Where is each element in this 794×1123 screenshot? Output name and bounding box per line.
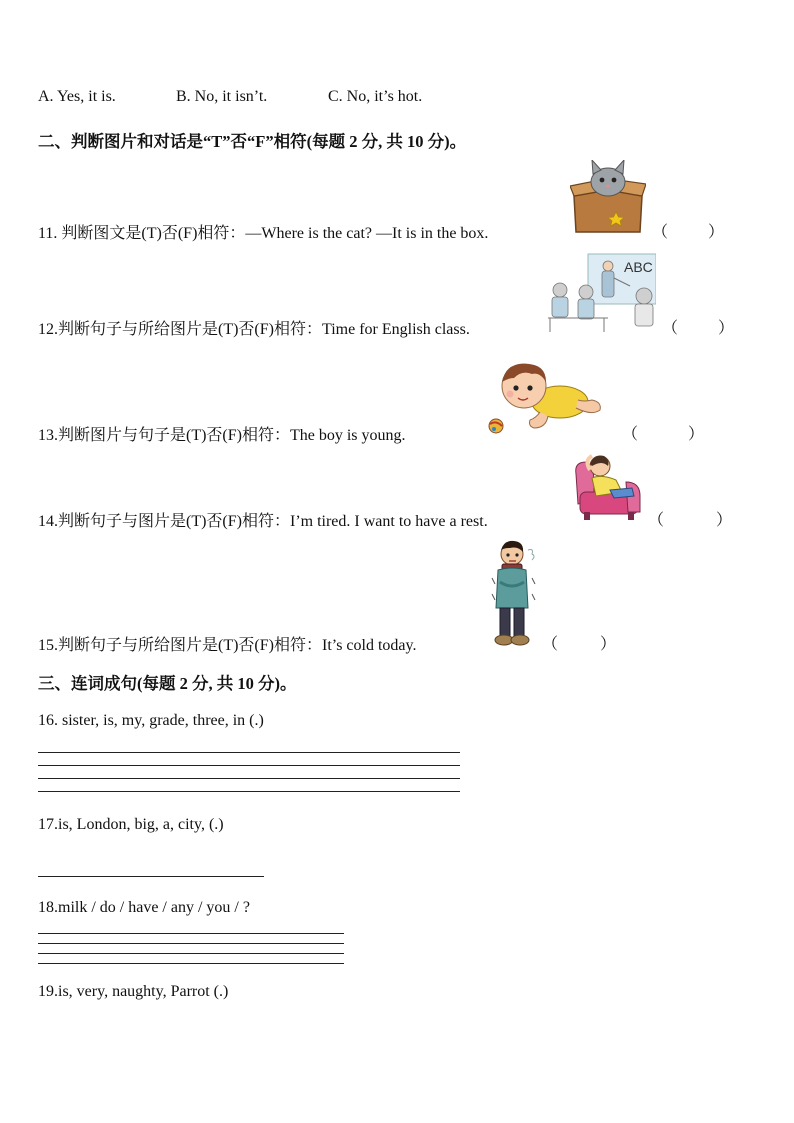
answer-line[interactable]: [38, 765, 460, 766]
cat-in-box-picture: [570, 160, 646, 234]
choice-c: C. No, it’s hot.: [328, 88, 423, 105]
answer-paren-close-14: ）: [716, 512, 733, 529]
answer-paren-open-13: （: [622, 426, 639, 443]
question-13: 13.判断图片与句子是(T)否(F)相符：The boy is young.: [38, 427, 406, 444]
answer-paren-open-15: （: [542, 636, 559, 653]
classroom-picture: [548, 252, 656, 332]
answer-paren-open-12: （: [662, 320, 679, 337]
answer-paren-open-14: （: [648, 512, 665, 529]
question-14: 14.判断句子与图片是(T)否(F)相符：I’m tired. I want to have a rest.: [38, 513, 488, 530]
resting-boy-armchair-picture: [570, 452, 642, 522]
answer-line[interactable]: [38, 778, 460, 779]
answer-line[interactable]: [38, 791, 460, 792]
answer-paren-close-15: ）: [600, 636, 617, 653]
answer-line[interactable]: [38, 953, 344, 954]
question-12: 12.判断句子与所给图片是(T)否(F)相符：Time for English class.: [38, 321, 470, 338]
answer-paren-close-11: ）: [708, 224, 725, 241]
crawling-baby-picture: [488, 356, 606, 438]
section-2-heading: 二、判断图片和对话是“T”否“F”相符(每题 2 分, 共 10 分)。: [38, 132, 467, 151]
question-19: 19.is, very, naughty, Parrot (.): [38, 983, 229, 1000]
question-11: 11. 判断图文是(T)否(F)相符：—Where is the cat? —It is in the box.: [38, 225, 489, 242]
answer-paren-open-11: （: [652, 224, 669, 241]
question-18: 18.milk / do / have / any / you / ?: [38, 899, 250, 916]
choice-b: B. No, it isn’t.: [176, 88, 268, 105]
question-16: 16. sister, is, my, grade, three, in (.): [38, 712, 264, 729]
answer-line[interactable]: [38, 933, 344, 934]
section-3-heading: 三、连词成句(每题 2 分, 共 10 分)。: [38, 674, 297, 693]
answer-line[interactable]: [38, 943, 344, 944]
question-15: 15.判断句子与所给图片是(T)否(F)相符：It’s cold today.: [38, 637, 417, 654]
answer-paren-close-12: ）: [718, 320, 735, 337]
question-17: 17.is, London, big, a, city, (.): [38, 816, 224, 833]
shivering-boy-picture: [490, 538, 538, 648]
choice-a: A. Yes, it is.: [38, 88, 116, 105]
answer-line[interactable]: [38, 752, 460, 753]
answer-line[interactable]: [38, 963, 344, 964]
answer-line[interactable]: [38, 876, 264, 877]
board-text: ABC: [624, 259, 653, 275]
answer-paren-close-13: ）: [688, 426, 705, 443]
